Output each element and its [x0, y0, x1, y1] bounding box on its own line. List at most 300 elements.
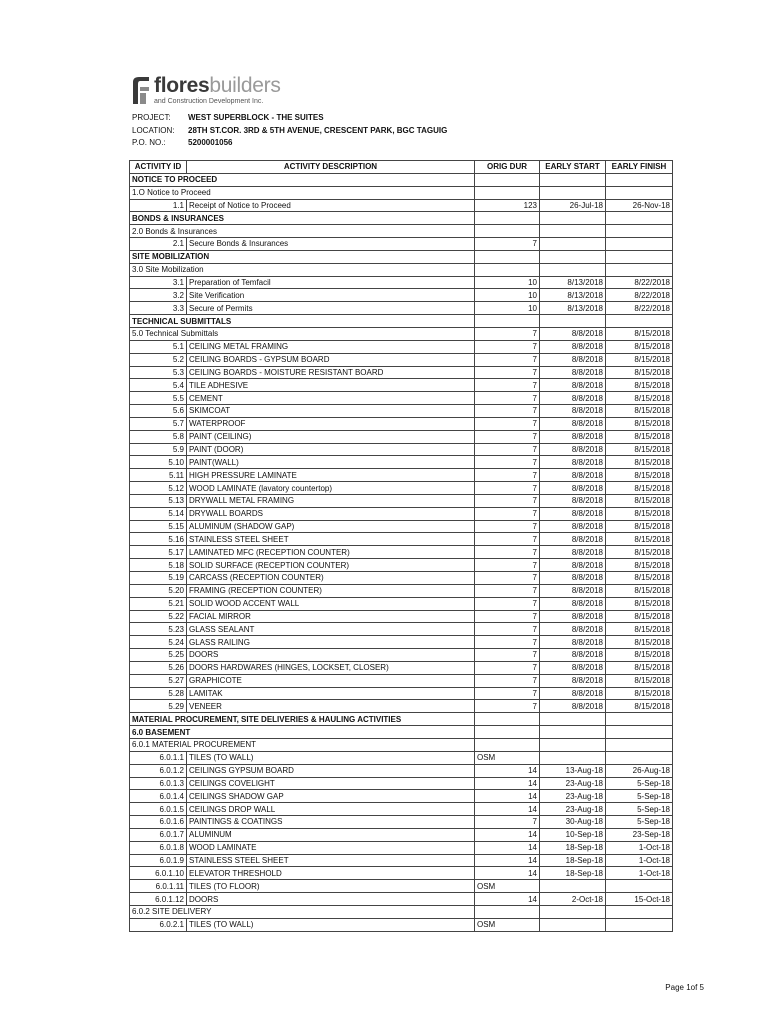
- logo-subtitle: and Construction Development Inc.: [154, 98, 264, 105]
- table-row: [130, 289, 673, 302]
- table-row: [130, 610, 673, 623]
- orig-dur-cell: 7: [475, 417, 540, 430]
- orig-dur-cell: [475, 726, 540, 739]
- project-info: [132, 112, 447, 150]
- activity-description-cell: GRAPHICOTE: [187, 674, 475, 687]
- activity-id-cell: 6.0.1.11: [130, 880, 187, 893]
- column-header: EARLY START: [540, 161, 606, 174]
- early-finish-cell: 8/15/2018: [606, 559, 673, 572]
- section-row: [130, 726, 673, 739]
- early-finish-cell: 5-Sep-18: [606, 790, 673, 803]
- early-finish-cell: 8/15/2018: [606, 443, 673, 456]
- activity-id-cell: 6.0.1.7: [130, 828, 187, 841]
- column-header: ORIG DUR: [475, 161, 540, 174]
- orig-dur-cell: 7: [475, 687, 540, 700]
- early-finish-cell: 8/15/2018: [606, 533, 673, 546]
- early-finish-cell: 8/15/2018: [606, 546, 673, 559]
- activity-id-cell: 5.26: [130, 661, 187, 674]
- field-value: WEST SUPERBLOCK - THE SUITES: [188, 113, 324, 122]
- early-start-cell: 8/13/2018: [540, 302, 606, 315]
- activity-id-cell: 5.24: [130, 636, 187, 649]
- table-row: [130, 302, 673, 315]
- activity-id-cell: 3.1: [130, 276, 187, 289]
- activity-id-cell: 5.17: [130, 546, 187, 559]
- early-finish-cell: 15-Oct-18: [606, 893, 673, 906]
- section-row: [130, 315, 673, 328]
- early-start-cell: 8/8/2018: [540, 392, 606, 405]
- project-field: [132, 112, 447, 125]
- early-finish-cell: 8/15/2018: [606, 392, 673, 405]
- activity-description-cell: Secure of Permits: [187, 302, 475, 315]
- early-start-cell: 8/8/2018: [540, 623, 606, 636]
- table-row: [130, 700, 673, 713]
- orig-dur-cell: 7: [475, 392, 540, 405]
- table-row: [130, 918, 673, 931]
- early-finish-cell: 8/15/2018: [606, 623, 673, 636]
- table-row: [130, 687, 673, 700]
- table-row: [130, 623, 673, 636]
- early-finish-cell: 8/15/2018: [606, 353, 673, 366]
- column-header: EARLY FINISH: [606, 161, 673, 174]
- early-start-cell: 23-Aug-18: [540, 803, 606, 816]
- activity-id-cell: 5.5: [130, 392, 187, 405]
- early-start-cell: 8/13/2018: [540, 276, 606, 289]
- activity-description-cell: TILE ADHESIVE: [187, 379, 475, 392]
- activity-description-cell: DOORS: [187, 893, 475, 906]
- section-label-cell: 6.0.2 SITE DELIVERY: [130, 905, 475, 918]
- table-row: [130, 572, 673, 585]
- early-finish-cell: 8/15/2018: [606, 340, 673, 353]
- activity-description-cell: Secure Bonds & Insurances: [187, 238, 475, 251]
- activity-id-cell: 5.3: [130, 366, 187, 379]
- early-start-cell: 8/8/2018: [540, 559, 606, 572]
- activity-description-cell: Receipt of Notice to Proceed: [187, 199, 475, 212]
- early-finish-cell: 8/22/2018: [606, 276, 673, 289]
- early-start-cell: 8/13/2018: [540, 289, 606, 302]
- early-start-cell: 8/8/2018: [540, 610, 606, 623]
- group-row: [130, 186, 673, 199]
- table-row: [130, 379, 673, 392]
- table-row: [130, 469, 673, 482]
- table-row: [130, 661, 673, 674]
- orig-dur-cell: 7: [475, 456, 540, 469]
- orig-dur-cell: [475, 738, 540, 751]
- activity-description-cell: DOORS: [187, 649, 475, 662]
- activity-id-cell: 5.23: [130, 623, 187, 636]
- orig-dur-cell: [475, 186, 540, 199]
- column-header: ACTIVITY ID: [130, 161, 187, 174]
- early-start-cell: 8/8/2018: [540, 482, 606, 495]
- orig-dur-cell: 7: [475, 559, 540, 572]
- activity-id-cell: 5.22: [130, 610, 187, 623]
- orig-dur-cell: 7: [475, 610, 540, 623]
- activity-description-cell: LAMITAK: [187, 687, 475, 700]
- activity-description-cell: CEILING BOARDS - MOISTURE RESISTANT BOARD: [187, 366, 475, 379]
- activity-description-cell: WATERPROOF: [187, 417, 475, 430]
- activity-id-cell: 3.2: [130, 289, 187, 302]
- activity-description-cell: HIGH PRESSURE LAMINATE: [187, 469, 475, 482]
- early-start-cell: [540, 186, 606, 199]
- table-row: [130, 880, 673, 893]
- table-body: [130, 173, 673, 931]
- activity-description-cell: LAMINATED MFC (RECEPTION COUNTER): [187, 546, 475, 559]
- table-row: [130, 405, 673, 418]
- activity-id-cell: 5.12: [130, 482, 187, 495]
- group-row: [130, 327, 673, 340]
- early-finish-cell: [606, 212, 673, 225]
- table-row: [130, 867, 673, 880]
- group-row: [130, 905, 673, 918]
- orig-dur-cell: 7: [475, 816, 540, 829]
- table-row: [130, 546, 673, 559]
- activity-description-cell: SOLID SURFACE (RECEPTION COUNTER): [187, 559, 475, 572]
- table-row: [130, 764, 673, 777]
- orig-dur-cell: [475, 173, 540, 186]
- early-finish-cell: [606, 905, 673, 918]
- orig-dur-cell: 7: [475, 482, 540, 495]
- activity-id-cell: 5.6: [130, 405, 187, 418]
- activity-description-cell: STAINLESS STEEL SHEET: [187, 533, 475, 546]
- early-start-cell: 8/8/2018: [540, 584, 606, 597]
- table-row: [130, 584, 673, 597]
- logo-wordmark: floresbuilders: [154, 74, 281, 97]
- early-start-cell: [540, 238, 606, 251]
- activity-description-cell: PAINT (DOOR): [187, 443, 475, 456]
- table-row: [130, 649, 673, 662]
- activity-description-cell: Preparation of Temfacil: [187, 276, 475, 289]
- orig-dur-cell: 14: [475, 777, 540, 790]
- section-row: [130, 173, 673, 186]
- orig-dur-cell: 7: [475, 507, 540, 520]
- early-finish-cell: [606, 738, 673, 751]
- section-label-cell: TECHNICAL SUBMITTALS: [130, 315, 475, 328]
- activity-id-cell: 5.10: [130, 456, 187, 469]
- field-label: P.O. NO.:: [132, 138, 166, 147]
- activity-id-cell: 6.0.1.2: [130, 764, 187, 777]
- orig-dur-cell: 7: [475, 494, 540, 507]
- early-start-cell: 8/8/2018: [540, 700, 606, 713]
- activity-id-cell: 5.16: [130, 533, 187, 546]
- activity-description-cell: GLASS RAILING: [187, 636, 475, 649]
- activity-description-cell: DOORS HARDWARES (HINGES, LOCKSET, CLOSER): [187, 661, 475, 674]
- table-row: [130, 507, 673, 520]
- early-start-cell: 8/8/2018: [540, 649, 606, 662]
- early-start-cell: 2-Oct-18: [540, 893, 606, 906]
- activity-description-cell: CEILING METAL FRAMING: [187, 340, 475, 353]
- early-finish-cell: [606, 726, 673, 739]
- orig-dur-cell: OSM: [475, 880, 540, 893]
- early-finish-cell: 8/15/2018: [606, 700, 673, 713]
- field-label: LOCATION:: [132, 125, 175, 135]
- early-start-cell: 8/8/2018: [540, 661, 606, 674]
- orig-dur-cell: 14: [475, 803, 540, 816]
- activity-id-cell: 6.0.1.4: [130, 790, 187, 803]
- activity-id-cell: 2.1: [130, 238, 187, 251]
- early-finish-cell: 8/15/2018: [606, 494, 673, 507]
- early-start-cell: 8/8/2018: [540, 353, 606, 366]
- early-start-cell: [540, 173, 606, 186]
- orig-dur-cell: OSM: [475, 918, 540, 931]
- orig-dur-cell: 14: [475, 828, 540, 841]
- early-start-cell: 8/8/2018: [540, 636, 606, 649]
- early-start-cell: 18-Sep-18: [540, 867, 606, 880]
- activity-description-cell: CEILINGS SHADOW GAP: [187, 790, 475, 803]
- early-finish-cell: 8/15/2018: [606, 610, 673, 623]
- activity-description-cell: CEMENT: [187, 392, 475, 405]
- early-finish-cell: 8/15/2018: [606, 417, 673, 430]
- activity-id-cell: 5.2: [130, 353, 187, 366]
- orig-dur-cell: 14: [475, 893, 540, 906]
- section-label-cell: SITE MOBILIZATION: [130, 250, 475, 263]
- table-row: [130, 340, 673, 353]
- section-label-cell: 3.0 Site Mobilization: [130, 263, 475, 276]
- activity-description-cell: TILES (TO WALL): [187, 918, 475, 931]
- activity-description-cell: DRYWALL BOARDS: [187, 507, 475, 520]
- orig-dur-cell: 10: [475, 289, 540, 302]
- early-start-cell: 8/8/2018: [540, 520, 606, 533]
- activity-id-cell: 5.29: [130, 700, 187, 713]
- orig-dur-cell: 7: [475, 238, 540, 251]
- table-row: [130, 674, 673, 687]
- orig-dur-cell: 7: [475, 649, 540, 662]
- early-start-cell: [540, 880, 606, 893]
- activity-description-cell: WOOD LAMINATE (lavatory countertop): [187, 482, 475, 495]
- early-finish-cell: 8/15/2018: [606, 430, 673, 443]
- location-field: [132, 125, 447, 138]
- early-finish-cell: 26-Aug-18: [606, 764, 673, 777]
- early-start-cell: 30-Aug-18: [540, 816, 606, 829]
- early-start-cell: [540, 212, 606, 225]
- early-finish-cell: [606, 315, 673, 328]
- early-start-cell: 10-Sep-18: [540, 828, 606, 841]
- schedule-table: [129, 160, 673, 932]
- table-row: [130, 494, 673, 507]
- activity-description-cell: CEILINGS GYPSUM BOARD: [187, 764, 475, 777]
- early-start-cell: 26-Jul-18: [540, 199, 606, 212]
- early-finish-cell: 8/15/2018: [606, 661, 673, 674]
- activity-id-cell: 5.1: [130, 340, 187, 353]
- early-start-cell: 8/8/2018: [540, 379, 606, 392]
- orig-dur-cell: 7: [475, 700, 540, 713]
- orig-dur-cell: 7: [475, 340, 540, 353]
- activity-description-cell: SOLID WOOD ACCENT WALL: [187, 597, 475, 610]
- activity-description-cell: CEILING BOARDS - GYPSUM BOARD: [187, 353, 475, 366]
- early-finish-cell: 8/15/2018: [606, 584, 673, 597]
- section-label-cell: NOTICE TO PROCEED: [130, 173, 475, 186]
- table-row: [130, 777, 673, 790]
- early-finish-cell: 8/15/2018: [606, 469, 673, 482]
- activity-id-cell: 6.0.1.12: [130, 893, 187, 906]
- early-start-cell: 8/8/2018: [540, 340, 606, 353]
- early-finish-cell: [606, 173, 673, 186]
- table-row: [130, 430, 673, 443]
- activity-id-cell: 5.7: [130, 417, 187, 430]
- orig-dur-cell: 7: [475, 584, 540, 597]
- activity-description-cell: TILES (TO WALL): [187, 751, 475, 764]
- early-start-cell: 8/8/2018: [540, 327, 606, 340]
- orig-dur-cell: 10: [475, 302, 540, 315]
- activity-id-cell: 5.8: [130, 430, 187, 443]
- table-row: [130, 353, 673, 366]
- early-start-cell: 8/8/2018: [540, 469, 606, 482]
- table-row: [130, 238, 673, 251]
- table-header-row: [130, 161, 673, 174]
- early-finish-cell: [606, 186, 673, 199]
- orig-dur-cell: 7: [475, 674, 540, 687]
- activity-description-cell: TILES (TO FLOOR): [187, 880, 475, 893]
- early-finish-cell: 1-Oct-18: [606, 854, 673, 867]
- table-row: [130, 443, 673, 456]
- early-finish-cell: 8/15/2018: [606, 366, 673, 379]
- orig-dur-cell: 7: [475, 661, 540, 674]
- activity-description-cell: CARCASS (RECEPTION COUNTER): [187, 572, 475, 585]
- early-finish-cell: 1-Oct-18: [606, 841, 673, 854]
- activity-id-cell: 5.9: [130, 443, 187, 456]
- orig-dur-cell: 10: [475, 276, 540, 289]
- table-row: [130, 559, 673, 572]
- field-label: PROJECT:: [132, 113, 171, 122]
- early-finish-cell: 8/15/2018: [606, 674, 673, 687]
- early-start-cell: [540, 263, 606, 276]
- activity-description-cell: ALUMINUM (SHADOW GAP): [187, 520, 475, 533]
- activity-id-cell: 5.19: [130, 572, 187, 585]
- early-finish-cell: [606, 880, 673, 893]
- early-finish-cell: [606, 263, 673, 276]
- activity-description-cell: GLASS SEALANT: [187, 623, 475, 636]
- table-row: [130, 841, 673, 854]
- early-start-cell: [540, 713, 606, 726]
- early-start-cell: 8/8/2018: [540, 546, 606, 559]
- early-finish-cell: 8/15/2018: [606, 649, 673, 662]
- orig-dur-cell: 7: [475, 430, 540, 443]
- section-label-cell: 6.0 BASEMENT: [130, 726, 475, 739]
- orig-dur-cell: 14: [475, 790, 540, 803]
- activity-description-cell: FACIAL MIRROR: [187, 610, 475, 623]
- section-label-cell: 5.0 Technical Submittals: [130, 327, 475, 340]
- section-row: [130, 713, 673, 726]
- early-start-cell: [540, 225, 606, 238]
- activity-description-cell: STAINLESS STEEL SHEET: [187, 854, 475, 867]
- early-finish-cell: 1-Oct-18: [606, 867, 673, 880]
- early-start-cell: 18-Sep-18: [540, 841, 606, 854]
- group-row: [130, 263, 673, 276]
- activity-id-cell: 5.14: [130, 507, 187, 520]
- early-finish-cell: 8/15/2018: [606, 507, 673, 520]
- orig-dur-cell: 7: [475, 520, 540, 533]
- orig-dur-cell: 14: [475, 854, 540, 867]
- table-row: [130, 828, 673, 841]
- early-finish-cell: [606, 250, 673, 263]
- field-value: 5200001056: [188, 138, 233, 147]
- activity-description-cell: PAINT(WALL): [187, 456, 475, 469]
- activity-description-cell: CEILINGS COVELIGHT: [187, 777, 475, 790]
- early-finish-cell: 26-Nov-18: [606, 199, 673, 212]
- orig-dur-cell: [475, 212, 540, 225]
- table-row: [130, 276, 673, 289]
- early-finish-cell: 5-Sep-18: [606, 816, 673, 829]
- early-finish-cell: 8/15/2018: [606, 405, 673, 418]
- activity-description-cell: ELEVATOR THRESHOLD: [187, 867, 475, 880]
- early-start-cell: 8/8/2018: [540, 405, 606, 418]
- orig-dur-cell: 14: [475, 764, 540, 777]
- early-start-cell: [540, 315, 606, 328]
- early-start-cell: 8/8/2018: [540, 597, 606, 610]
- activity-description-cell: VENEER: [187, 700, 475, 713]
- orig-dur-cell: 7: [475, 353, 540, 366]
- table-row: [130, 366, 673, 379]
- early-finish-cell: [606, 238, 673, 251]
- orig-dur-cell: 7: [475, 366, 540, 379]
- orig-dur-cell: [475, 263, 540, 276]
- early-start-cell: 8/8/2018: [540, 456, 606, 469]
- early-start-cell: [540, 738, 606, 751]
- orig-dur-cell: [475, 905, 540, 918]
- early-finish-cell: 8/15/2018: [606, 520, 673, 533]
- activity-description-cell: ALUMINUM: [187, 828, 475, 841]
- orig-dur-cell: 7: [475, 636, 540, 649]
- early-start-cell: 8/8/2018: [540, 674, 606, 687]
- early-start-cell: 8/8/2018: [540, 494, 606, 507]
- early-start-cell: 8/8/2018: [540, 366, 606, 379]
- activity-id-cell: 5.11: [130, 469, 187, 482]
- orig-dur-cell: 14: [475, 867, 540, 880]
- early-start-cell: [540, 918, 606, 931]
- field-value: 28TH ST.COR. 3RD & 5TH AVENUE, CRESCENT PARK, BGC TAGUIG: [188, 125, 448, 135]
- section-row: [130, 212, 673, 225]
- early-start-cell: 8/8/2018: [540, 430, 606, 443]
- activity-description-cell: WOOD LAMINATE: [187, 841, 475, 854]
- early-start-cell: 8/8/2018: [540, 533, 606, 546]
- group-row: [130, 738, 673, 751]
- activity-description-cell: CEILINGS DROP WALL: [187, 803, 475, 816]
- activity-description-cell: DRYWALL METAL FRAMING: [187, 494, 475, 507]
- orig-dur-cell: 7: [475, 379, 540, 392]
- page-number: Page 1of 5: [665, 983, 704, 992]
- early-finish-cell: [606, 225, 673, 238]
- orig-dur-cell: 7: [475, 469, 540, 482]
- orig-dur-cell: 14: [475, 841, 540, 854]
- early-finish-cell: 8/22/2018: [606, 289, 673, 302]
- early-finish-cell: [606, 751, 673, 764]
- early-start-cell: 18-Sep-18: [540, 854, 606, 867]
- early-finish-cell: 5-Sep-18: [606, 777, 673, 790]
- early-start-cell: [540, 250, 606, 263]
- early-start-cell: 23-Aug-18: [540, 790, 606, 803]
- activity-id-cell: 5.25: [130, 649, 187, 662]
- early-finish-cell: 8/15/2018: [606, 636, 673, 649]
- activity-id-cell: 5.28: [130, 687, 187, 700]
- section-label-cell: 1.O Notice to Proceed: [130, 186, 475, 199]
- orig-dur-cell: 7: [475, 546, 540, 559]
- column-header: ACTIVITY DESCRIPTION: [187, 161, 475, 174]
- activity-id-cell: 6.0.1.1: [130, 751, 187, 764]
- table-row: [130, 636, 673, 649]
- table-row: [130, 482, 673, 495]
- early-start-cell: 8/8/2018: [540, 507, 606, 520]
- orig-dur-cell: 7: [475, 572, 540, 585]
- activity-id-cell: 6.0.1.5: [130, 803, 187, 816]
- orig-dur-cell: [475, 225, 540, 238]
- early-start-cell: 8/8/2018: [540, 417, 606, 430]
- early-start-cell: 8/8/2018: [540, 443, 606, 456]
- early-start-cell: [540, 751, 606, 764]
- orig-dur-cell: 7: [475, 623, 540, 636]
- early-finish-cell: [606, 918, 673, 931]
- early-finish-cell: 8/15/2018: [606, 687, 673, 700]
- activity-id-cell: 6.0.1.6: [130, 816, 187, 829]
- activity-id-cell: 5.15: [130, 520, 187, 533]
- activity-id-cell: 6.0.1.8: [130, 841, 187, 854]
